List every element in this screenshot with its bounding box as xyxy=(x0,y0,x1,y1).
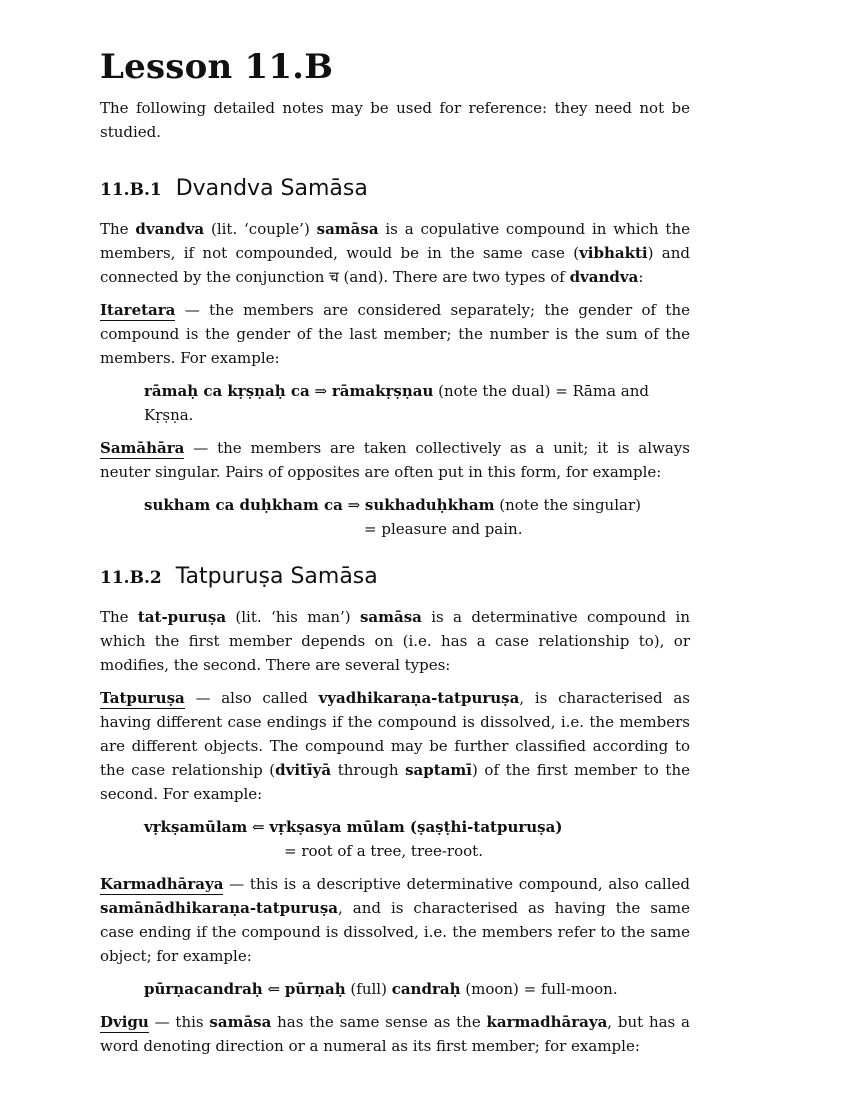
lesson-title: Lesson 11.B xyxy=(100,47,334,87)
section-title: Dvandva Samāsa xyxy=(175,176,368,201)
example-samahara: sukham ca duḥkham ca ⇒ sukhaduḥkham (note the singular) = pleasure and pain. xyxy=(144,496,641,538)
tatpurusa-paragraph: Tatpuruṣa — also called vyadhikaraṇa-tatpuruṣa, is characterised as having different case endings if the compound is dissolved, i.e. the members are different objects. The compound may be further classified according to the case relationship (dvitīyā through saptamī) of the first member to the second. For example: xyxy=(100,689,690,803)
section-heading-dvandva xyxy=(100,174,690,205)
term-dvigu: Dvigu xyxy=(100,1013,149,1031)
itaretara-paragraph: Itaretara — the members are considered separately; the gender of the compound is the gender of the last member; the number is the sum of the members. For example: xyxy=(100,301,690,367)
karmadharaya-paragraph: Karmadhāraya — this is a descriptive determinative compound, also called samānādhikaraṇa-tatpuruṣa, and is characterised as having the same case ending if the compound is dissolved, i.e. the members refer to the same object; for example: xyxy=(100,875,690,965)
term-itaretara: Itaretara xyxy=(100,301,176,319)
section-title: Tatpuruṣa Samāsa xyxy=(175,564,378,589)
section-heading-tatpurusa xyxy=(100,562,690,593)
document-page xyxy=(100,44,690,1067)
tatpurusa-definition: The tat-puruṣa (lit. ‘his man’) samāsa is a determinative compound in which the first member depends on (i.e. has a case relationship to), or modifies, the second. There are several types: xyxy=(100,608,691,674)
example-itaretara: rāmaḥ ca kṛṣṇaḥ ca ⇒ rāmakṛṣṇau (note the dual) = Rāma and Kṛṣṇa. xyxy=(144,382,650,424)
samahara-paragraph: Samāhāra — the members are taken collectively as a unit; it is always neuter singular. Pairs of opposites are often put in this form, for example: xyxy=(100,439,690,481)
term-karmadharaya: Karmadhāraya xyxy=(100,875,224,893)
term-tatpurusa: Tatpuruṣa xyxy=(100,689,185,707)
term-samahara: Samāhāra xyxy=(100,439,185,457)
intro-text: The following detailed notes may be used for reference: they need not be studied. xyxy=(100,99,690,141)
dvandva-definition: The dvandva (lit. ‘couple’) samāsa is a copulative compound in which the members, if not compounded, would be in the same case (vibhakti) and connected by the conjunction च (and). There are two types of dvandva: xyxy=(100,220,690,286)
dvigu-paragraph: Dvigu — this samāsa has the same sense as the karmadhāraya, but has a word denoting direction or a numeral as its first member; for example: xyxy=(100,1013,690,1055)
section-number: 11.B.2 xyxy=(100,568,162,588)
example-tatpurusa: vṛkṣamūlam ⇐ vṛkṣasya mūlam (ṣaṣṭhi-tatpuruṣa) = root of a tree, tree-root. xyxy=(144,818,563,860)
example-karmadharaya: pūrṇacandraḥ ⇐ pūrṇaḥ (full) candraḥ (moon) = full-moon. xyxy=(144,980,618,998)
section-number: 11.B.1 xyxy=(100,180,162,200)
